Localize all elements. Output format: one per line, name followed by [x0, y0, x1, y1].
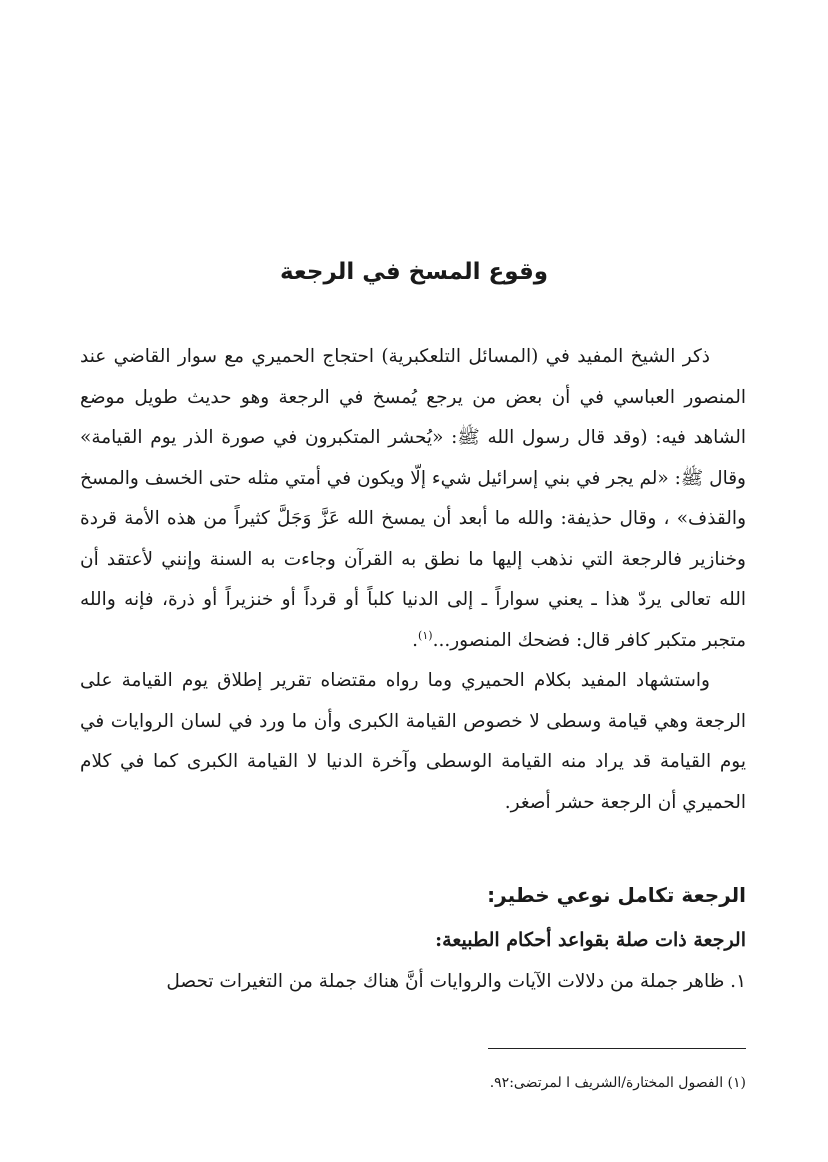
paragraph-1-text: ذكر الشيخ المفيد في (المسائل التلعكبرية) احتجاج الحميري مع سوار القاضي عند المنصور العباسي في أن بعض من يرجع يُمسخ في الرجعة وهو حديث طويل موضع الشاهد فيه: (وقد قال رسول الله ﷺ: «يُحشر المتكبرون في صورة الذر يوم القيامة» وقال ﷺ: «لم يجر في بني إسرائيل شيء إلّا ويكون في أمتي مثله حتى الخسف والمسخ والقذف» ، وقال حذيفة: والله ما أبعد أن يمسخ الله عَزَّ وَجَلَّ كثيراً من هذه الأمة قردة وخنازير فالرجعة التي نذهب إليها ما نطق به القرآن وجاءت به السنة وإنني لأعتقد أن الله تعالى يردّ هذا ـ يعني سواراً ـ إلى الدنيا كلباً أو قرداً أو خنزيراً أو ذرة، فإنه والله متجبر متكبر كافر قال: فضحك المنصور...: [80, 346, 746, 651]
footnote: (١) الفصول المختارة/الشريف ا لمرتضى:٩٢.: [489, 1075, 746, 1091]
list-item-1: ١. ظاهر جملة من دلالات الآيات والروايات أنَّ هناك جملة من التغيرات تحصل: [166, 971, 746, 992]
footnote-marker: (١): [418, 628, 433, 642]
paragraph-2: واستشهاد المفيد بكلام الحميري وما رواه مقتضاه تقرير إطلاق يوم القيامة على الرجعة وهي قيامة وسطى لا خصوص القيامة الكبرى وأن ما ورد في لسان الروايات في يوم القيامة قد يراد منه القيامة الوسطى وآخرة الدنيا لا القيامة الكبرى كما في كلام الحميري أن الرجعة حشر أصغر.: [80, 670, 746, 813]
page-title: وقوع المسخ في الرجعة: [279, 259, 549, 285]
footnote-divider: [488, 1048, 746, 1049]
section-heading: الرجعة تكامل نوعي خطير:: [487, 883, 746, 907]
paragraph-1: [80, 337, 746, 661]
paragraph-1-end: .: [412, 629, 419, 651]
subheading: الرجعة ذات صلة بقواعد أحكام الطبيعة:: [435, 929, 746, 951]
body-text: [80, 337, 746, 823]
